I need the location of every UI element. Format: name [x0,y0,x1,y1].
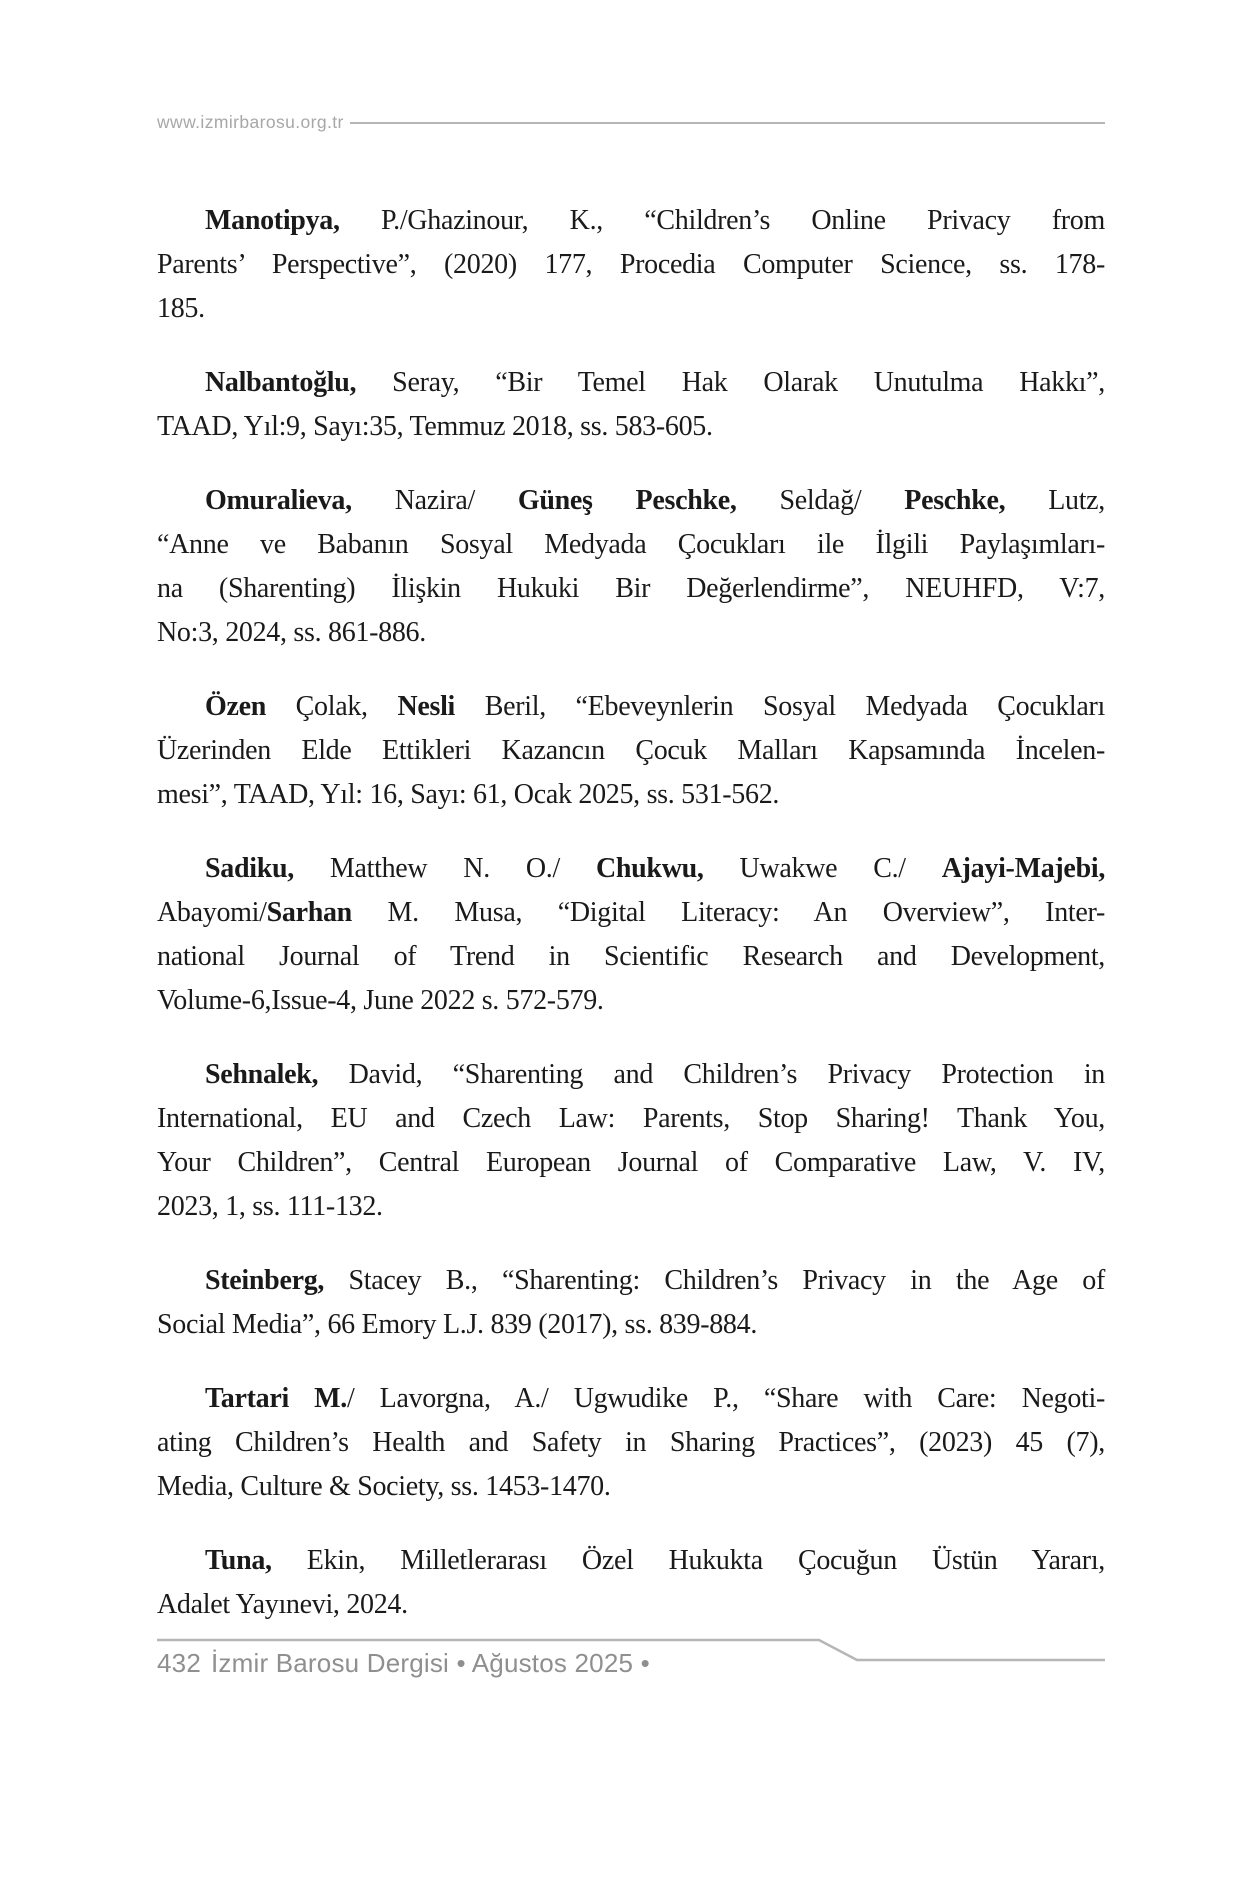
text-run: ating Children’s Health and Safety in Sharing Practices”, (2023) 45 (7), [157,1427,1105,1458]
text-run: David, “Sharenting and Children’s Privacy Protection in [318,1059,1105,1090]
bib-entry [157,685,1105,817]
bib-line [157,1303,1105,1347]
text-run: Üzerinden Elde Ettikleri Kazancın Çocuk Malları Kapsamında İncelen- [157,735,1105,766]
bib-entry [157,479,1105,655]
bib-entry [157,1539,1105,1627]
text-run: Your Children”, Central European Journal of Comparative Law, V. IV, [157,1147,1105,1178]
bib-line [157,567,1105,611]
text-run: Sehnalek, [205,1059,319,1090]
text-run: TAAD, Yıl:9, Sayı:35, Temmuz 2018, ss. 583-605. [157,411,713,442]
bib-entry [157,847,1105,1023]
bib-line [157,1185,1105,1229]
text-run: 185. [157,293,205,324]
bib-line [157,611,1105,655]
journal-website-url: www.izmirbarosu.org.tr [157,112,344,132]
bib-entry [157,199,1105,331]
text-run: P./Ghazinour, K., “Children’s Online Privacy from [339,205,1105,236]
bib-entry [157,1377,1105,1509]
bib-line [157,979,1105,1023]
page-footer [157,1638,1105,1679]
bib-line [157,1097,1105,1141]
bibliography [157,199,1105,1627]
bib-line [157,1259,1105,1303]
text-run: Volume-6,Issue-4, June 2022 s. 572-579. [157,985,604,1016]
bib-line [157,773,1105,817]
text-run: Tuna, [205,1545,272,1576]
text-run: Sarhan [266,897,352,928]
bib-line [157,199,1105,243]
text-run: Tartari M. [205,1383,347,1414]
text-run: Seldağ/ [736,485,905,516]
text-run: Uwakwe C./ [703,853,942,884]
text-run: M. Musa, “Digital Literacy: An Overview”, Inter- [351,897,1105,928]
bib-line [157,729,1105,773]
text-run: Özen [205,691,267,722]
text-run: Ekin, Milletlerarası Özel Hukukta Çocuğun Üstün Yararı, [271,1545,1105,1576]
text-run: Matthew N. O./ [293,853,596,884]
bib-line [157,1053,1105,1097]
text-run: International, EU and Czech Law: Parents, Stop Sharing! Thank You, [157,1103,1105,1134]
bib-line [157,243,1105,287]
bib-line [157,1539,1105,1583]
text-run: “Anne ve Babanın Sosyal Medyada Çocukları ile İlgili Paylaşımları- [157,529,1105,560]
text-run: Media, Culture & Society, ss. 1453-1470. [157,1471,611,1502]
text-run: Lutz, [1005,485,1106,516]
text-run: Stacey B., “Sharenting: Children’s Privacy in the Age of [324,1265,1105,1296]
text-run: Manotipya, [205,205,340,236]
bib-entry [157,361,1105,449]
text-run: Nesli [397,691,456,722]
bib-entry [157,1259,1105,1347]
text-run: Sadiku, [205,853,294,884]
page-number: 432 [157,1648,201,1678]
text-run: Adalet Yayınevi, 2024. [157,1589,408,1620]
text-run: Nalbantoğlu, [205,367,357,398]
text-run: Parents’ Perspective”, (2020) 177, Procedia Computer Science, ss. 178- [157,249,1105,280]
bib-line [157,1465,1105,1509]
text-run: Nazira/ [351,485,518,516]
text-run: Steinberg, [205,1265,325,1296]
bib-line [157,479,1105,523]
text-run: No:3, 2024, ss. 861-886. [157,617,426,648]
text-run: Beril, “Ebeveynlerin Sosyal Medyada Çocukları [455,691,1106,722]
journal-issue-label: İzmir Barosu Dergisi • Ağustos 2025 • [210,1648,650,1678]
bib-line [157,1421,1105,1465]
text-run: Abayomi/ [157,897,267,928]
text-run: / Lavorgna, A./ Ugwudike P., “Share with Care: Negoti- [347,1383,1105,1414]
bib-line [157,1377,1105,1421]
bib-line [157,847,1105,891]
text-run: na (Sharenting) İlişkin Hukuki Bir Değerlendirme”, NEUHFD, V:7, [157,573,1105,604]
text-run: Seray, “Bir Temel Hak Olarak Unutulma Hakkı”, [356,367,1105,398]
page-header [157,112,1105,133]
bib-line [157,891,1105,935]
footer-text [157,1638,1105,1679]
text-run: Çolak, [266,691,398,722]
text-run: mesi”, TAAD, Yıl: 16, Sayı: 61, Ocak 2025, ss. 531-562. [157,779,780,810]
text-run: Chukwu, [595,853,704,884]
bib-line [157,405,1105,449]
text-run: 2023, 1, ss. 111-132. [157,1191,383,1222]
bib-line [157,685,1105,729]
bib-line [157,287,1105,331]
text-run: Ajayi-Majebi, [941,853,1106,884]
text-run: Social Media”, 66 Emory L.J. 839 (2017), ss. 839-884. [157,1309,758,1340]
bib-line [157,1583,1105,1627]
header-rule [350,122,1105,124]
text-run: Güneş Peschke, [517,485,737,516]
bib-line [157,361,1105,405]
bib-line [157,1141,1105,1185]
bib-entry [157,1053,1105,1229]
bib-line [157,523,1105,567]
text-run: Peschke, [904,485,1006,516]
bib-line [157,935,1105,979]
text-run: national Journal of Trend in Scientific Research and Development, [157,941,1105,972]
text-run: Omuralieva, [205,485,352,516]
